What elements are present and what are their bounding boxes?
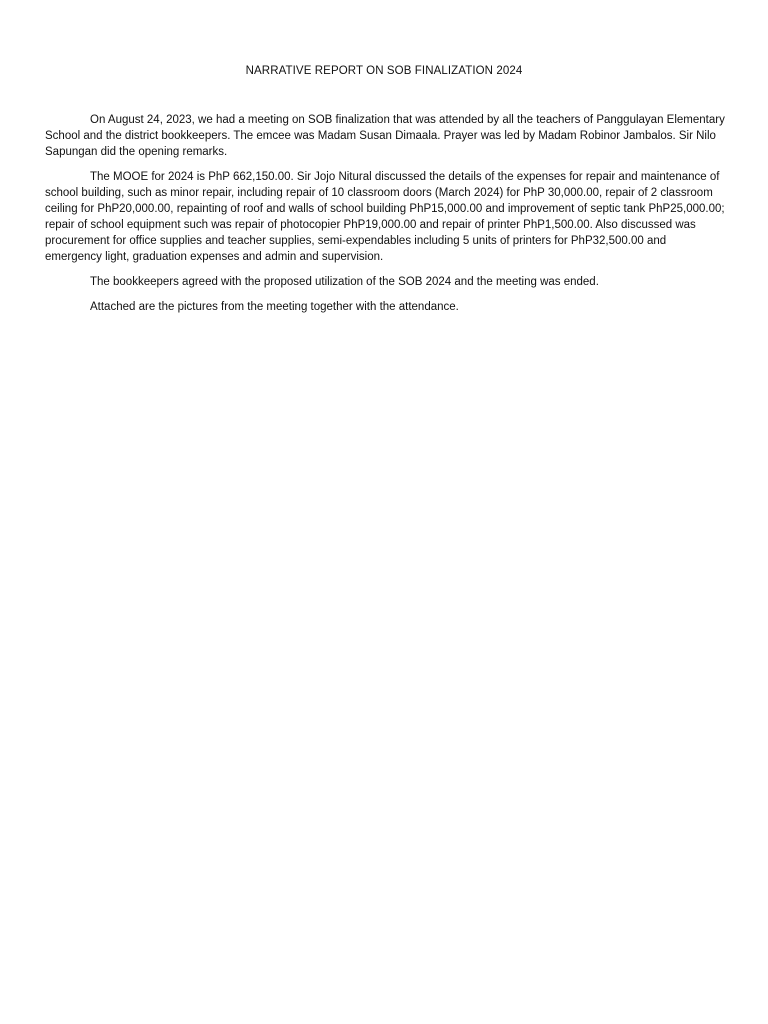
paragraph-mooe-expenses: The MOOE for 2024 is PhP 662,150.00. Sir Jojo Nitural discussed the details of the expenses for repair and maintenance of school building, such as minor repair, including repair of 10 classroom doors (March 2024) for PhP 30,000.00, repair of 2 classroom ceiling for PhP20,000.00, repainting of roof and walls of school building PhP15,000.00 and improvement of septic tank PhP25,000.00; repair of school equipment such was repair of photocopier PhP19,000.00 and repair of printer PhP1,500.00. Also discussed was procurement for office supplies and teacher supplies, semi-expendables including 5 units of printers for PhP32,500.00 and emergency light, graduation expenses and admin and supervision. [45, 171, 725, 263]
paragraph-meeting-intro: On August 24, 2023, we had a meeting on SOB finalization that was attended by all the teachers of Panggulayan Elementary School and the district bookkeepers. The emcee was Madam Susan Dimaala. Prayer was led by Madam Robinor Jambalos. Sir Nilo Sapungan did the opening remarks. [45, 114, 725, 158]
document-body [45, 112, 725, 324]
paragraph-agreement: The bookkeepers agreed with the proposed utilization of the SOB 2024 and the meeting was ended. [90, 276, 599, 288]
document-title: NARRATIVE REPORT ON SOB FINALIZATION 2024 [245, 65, 523, 77]
paragraph-attachments: Attached are the pictures from the meeting together with the attendance. [90, 301, 459, 313]
